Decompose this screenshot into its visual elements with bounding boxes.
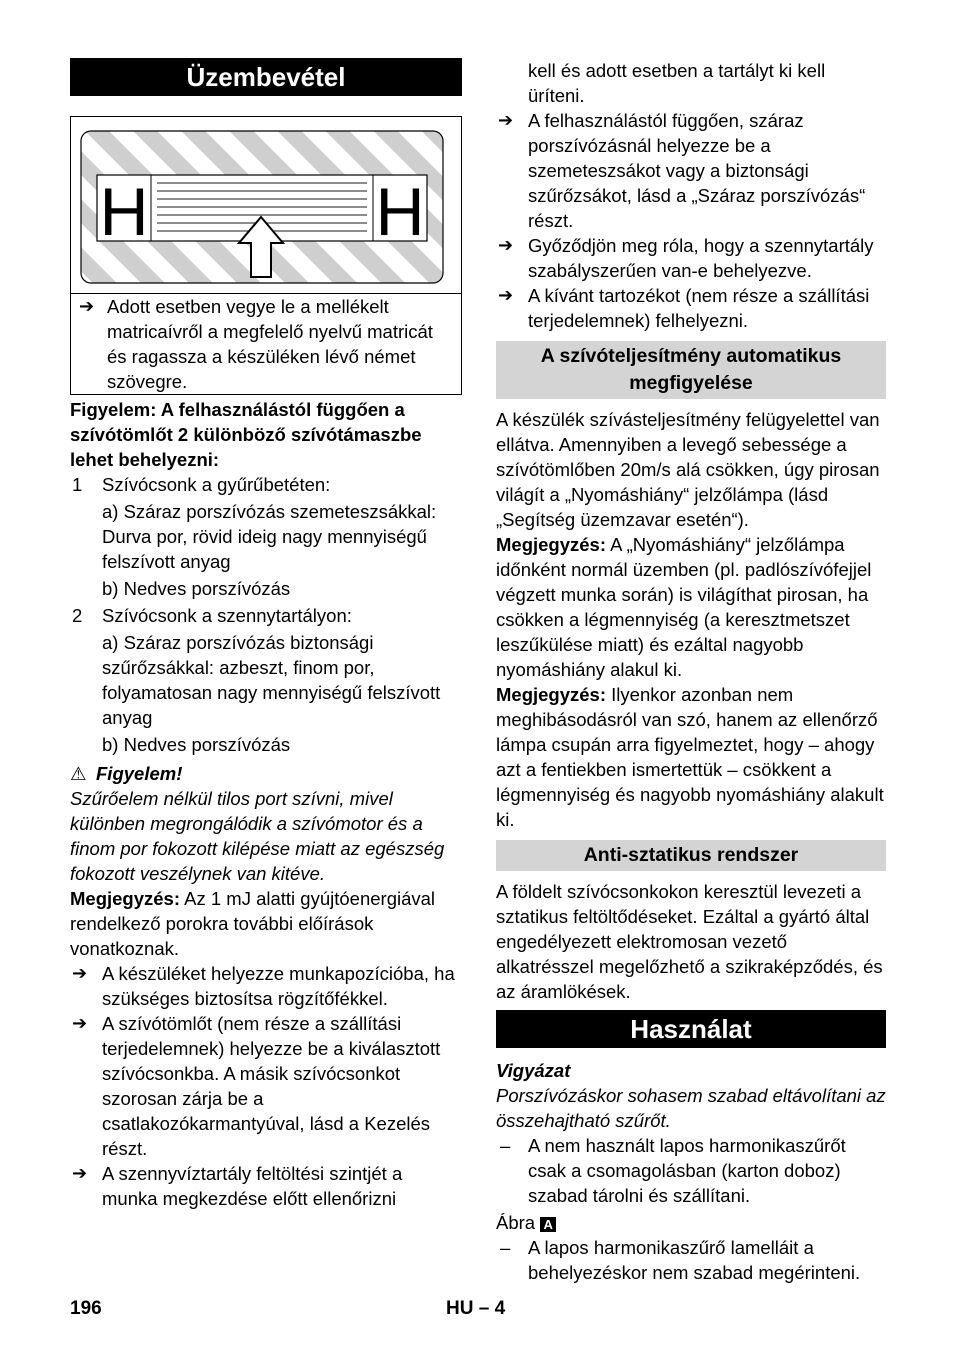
warning-triangle-icon: ⚠ xyxy=(70,763,87,784)
arrow-right-icon: ➔ xyxy=(79,296,95,316)
note-paragraph: Megjegyzés: Az 1 mJ alatti gyújtóenergiával rendelkező porokra további előírások vonatkoznak. xyxy=(70,888,436,959)
list-item-2b: b) Nedves porszívózás xyxy=(102,734,291,755)
arrow-right-icon: ➔ xyxy=(72,1013,88,1033)
box-arrow-item: ➔ Adott esetben vegye le a mellékelt matricaívről a megfelelő nyelvű matricát és ragassza a készüléken lévő német szövegre. xyxy=(79,296,433,392)
arrow-item-2: ➔ A szívótömlőt (nem része a szállítási terjedelemnek) helyezze be a kiválasztott szívócsonkba. A másik szívócsonkot szorosan zárja be a csatlakozókarmantyúval, lásd a Kezelés részt. xyxy=(72,1013,441,1159)
note-1: Megjegyzés: A „Nyomáshiány“ jelzőlámpa időnként normál üzemben (pl. padlószívófejjel végzett munka során) is világíthat pirosan, ha csökken a légmennyiség (a keresztmetszet leszűkülése miatt) és ezáltal nagyobb nyomáshiány alakul ki. xyxy=(496,534,872,680)
letter-h-left: H xyxy=(99,174,149,250)
arrow-item-r2: ➔ Győződjön meg róla, hogy a szennytartály szabályszerűen van-e behelyezve. xyxy=(498,235,874,281)
list-item-2: 2 Szívócsonk a szennytartályon: xyxy=(72,605,352,626)
list-item-1a: a) Száraz porszívózás szemeteszsákkal: Durva por, rövid ideig nagy mennyiségű felszívott anyag xyxy=(102,501,437,572)
letter-h-right: H xyxy=(375,174,425,250)
warning-text: Szűrőelem nélkül tilos port szívni, mivel különben megrongálódik a szívómotor és a finom por fokozott kilépése miatt az egészség fokozott veszélynek van kitéve. xyxy=(70,788,445,884)
list-item-1: 1 Szívócsonk a gyűrűbetéten: xyxy=(72,474,331,495)
continued-text: kell és adott esetben a tartályt ki kell üríteni. xyxy=(528,60,826,106)
page-number: 196 xyxy=(70,1298,102,1319)
antistatic-text: A földelt szívócsonkokon keresztül levezeti a sztatikus feltöltődéseket. Ezáltal a gyártó által engedélyezett elektromosan vezető alkatrésszel megelőzhető a szikraképződés, és az áramlökések. xyxy=(496,881,883,1002)
list-item-1b: b) Nedves porszívózás xyxy=(102,578,291,599)
figure-a-badge: A xyxy=(540,1217,556,1232)
arrow-right-icon: ➔ xyxy=(498,235,514,255)
attention-heading: Figyelem: A felhasználástól függően a szívótömlőt 2 különböző szívótámaszbe lehet behelyezni: xyxy=(70,399,422,470)
arrow-item-1: ➔ A készüléket helyezze munkapozícióba, ha szükséges biztosítsa rögzítőfékkel. xyxy=(72,963,455,1009)
arrow-item-r1: ➔ A felhasználástól függően, száraz porszívózásnál helyezze be a szemeteszsákot vagy a biztonsági szűrőzsákot, lásd a „Száraz porszívózás“ részt. xyxy=(498,110,866,231)
section-footer: HU – 4 xyxy=(446,1298,506,1319)
dash-item-2: – A lapos harmonikaszűrő lamelláit a behelyezéskor nem szabad megérinteni. xyxy=(500,1237,861,1283)
note-2: Megjegyzés: Ilyenkor azonban nem meghibásodásról van szó, hanem az ellenőrző lámpa csupán arra figyelmeztet, hogy – ahogy azt a fentiekben ismertettük – csökkent a légmennyiség és nagyobb nyomáshiány alakult ki. xyxy=(496,684,884,830)
warning-heading: ⚠ Figyelem! xyxy=(70,763,183,784)
dash-item-1: – A nem használt lapos harmonikaszűrőt csak a csomagolásban (karton doboz) szabad tárolni és szállítani. xyxy=(500,1135,846,1206)
section-title-hasznalat: Használat xyxy=(496,1010,886,1048)
section-title-antistatic: Anti-sztatikus rendszer xyxy=(496,840,886,871)
arrow-right-icon: ➔ xyxy=(498,110,514,130)
caution-text: Porszívózáskor sohasem szabad eltávolítani az összehajtható szűrőt. xyxy=(496,1085,886,1131)
figure-reference: Ábra A xyxy=(496,1210,886,1235)
arrow-right-icon: ➔ xyxy=(72,963,88,983)
arrow-item-3: ➔ A szennyvíztartály feltöltési szintjét a munka megkezdése előtt ellenőrizni xyxy=(72,1163,403,1209)
arrow-right-icon: ➔ xyxy=(72,1163,88,1183)
arrow-right-icon: ➔ xyxy=(498,285,514,305)
arrow-item-r3: ➔ A kívánt tartozékot (nem része a szállítási terjedelemnek) felhelyezni. xyxy=(498,285,870,331)
caution-heading: Vigyázat xyxy=(496,1060,571,1081)
section-title-uzembevetel: Üzembevétel xyxy=(70,58,462,96)
sticker-illustration xyxy=(71,117,461,293)
left-column xyxy=(70,58,462,1211)
suction-monitoring-text: A készülék szívásteljesítmény felügyelettel van ellátva. Amennyiben a levegő sebessége a szívótömlőben 20m/s alá csökken, úgy pirosan világít a „Nyomáshiány“ jelzőlámpa (lásd „Segítség üzemzavar esetén“). xyxy=(496,409,880,530)
list-item-2a: a) Száraz porszívózás biztonsági szűrőzsákkal: azbeszt, finom por, folyamatosan nagy mennyiségű felszívott anyag xyxy=(102,632,441,728)
section-title-suction-monitoring: A szívóteljesítmény automatikus megfigyelése xyxy=(496,341,886,399)
label-figure xyxy=(71,117,461,294)
right-column xyxy=(496,58,886,1285)
label-figure-box xyxy=(70,116,462,395)
